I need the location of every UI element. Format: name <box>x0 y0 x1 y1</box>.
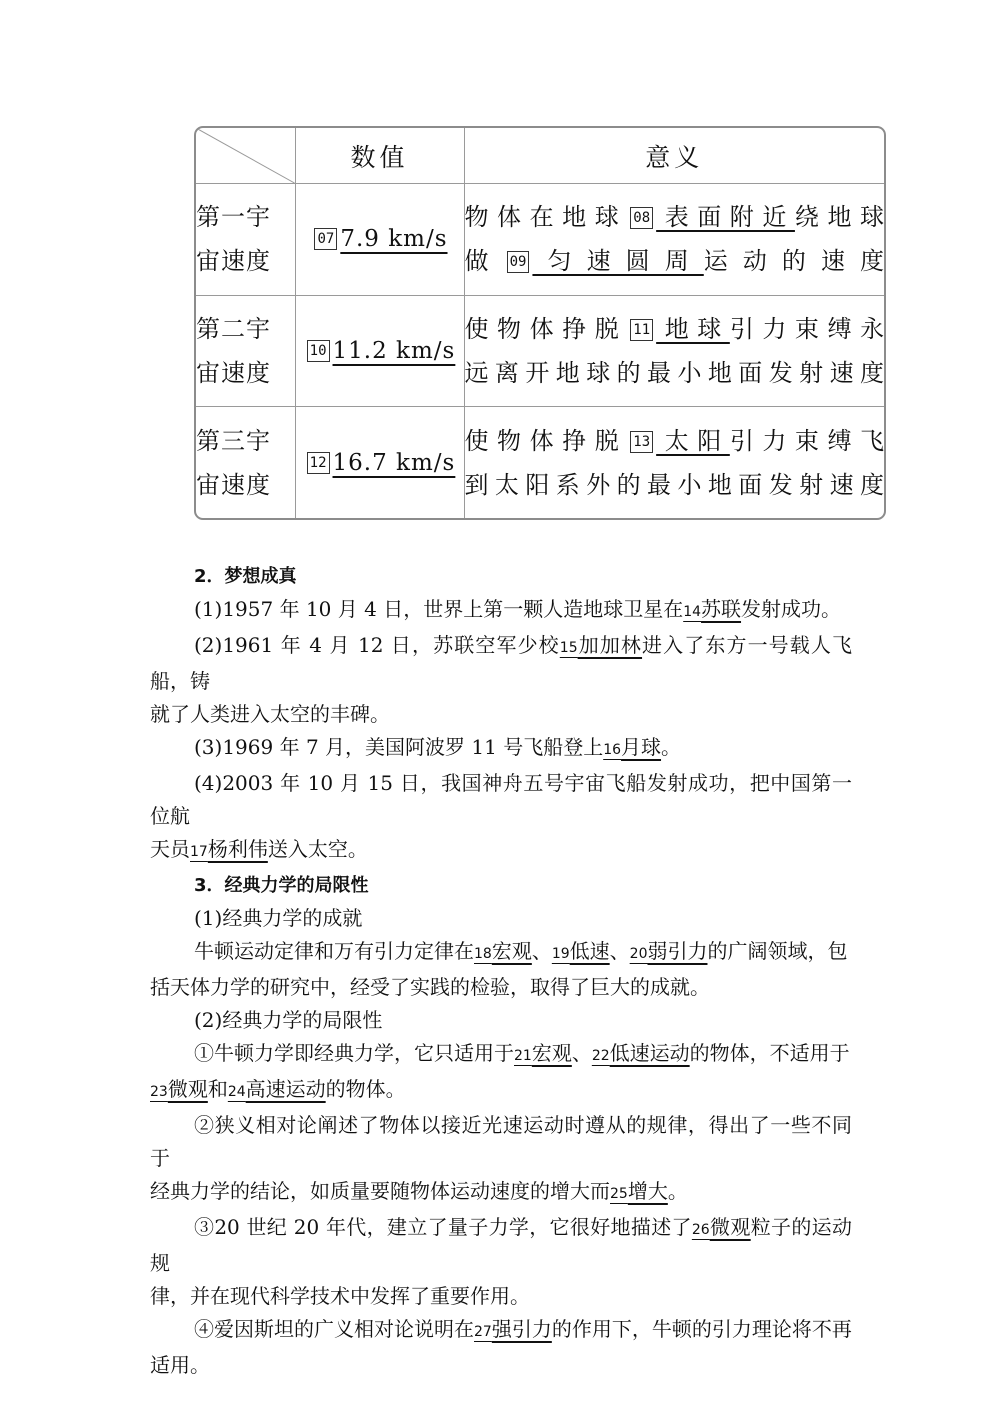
row-name-cell <box>196 295 295 407</box>
answer-text: 月球 <box>621 735 662 759</box>
answer-number: 20 <box>629 946 648 962</box>
paragraph-achievements-cont: 括天体力学的研究中，经受了实践的检验，取得了巨大的成就。 <box>150 975 710 999</box>
answer-text: 苏联 <box>701 597 742 621</box>
meaning-line1 <box>465 195 885 239</box>
answer-number: 21 <box>514 1048 532 1064</box>
answer-number: 18 <box>474 946 492 962</box>
text: 、 <box>531 939 552 963</box>
value-text: 7.9 km/s <box>340 226 448 253</box>
answer-text: 增大 <box>627 1179 668 1203</box>
row-name-line1: 第一宇 <box>196 203 271 232</box>
answer-text: 太阳 <box>656 426 730 455</box>
item-3-cont: 律，并在现代科学技术中发挥了重要作用。 <box>150 1284 530 1308</box>
value-cell <box>295 184 464 296</box>
text: 、 <box>609 939 630 963</box>
meaning-text: 引力束缚飞 <box>729 426 885 455</box>
meaning-text: 使物体挣脱 <box>464 315 628 344</box>
meaning-line2: 远离开地球的最小地面发射速度 <box>464 359 884 388</box>
answer-number: 23 <box>150 1084 168 1100</box>
answer-text: 表面附近 <box>656 203 795 232</box>
paragraph-achievements <box>150 935 852 971</box>
diagonal-line <box>196 128 295 183</box>
section-title-dream: 2．梦想成真 <box>194 566 297 587</box>
item-2-cont <box>150 1175 852 1211</box>
meaning-line2: 到太阳系外的最小地面发射速度 <box>464 470 884 499</box>
meaning-line2 <box>465 239 885 283</box>
text: ④爱因斯坦的广义相对论说明在 <box>194 1317 474 1341</box>
text: (2)1961 年 4 月 12 日，苏联空军少校 <box>194 633 560 657</box>
value-cell <box>295 295 464 407</box>
section-title-classical: 3．经典力学的局限性 <box>194 875 369 896</box>
text: 的广阔领域，包 <box>707 939 848 963</box>
text: 、 <box>571 1041 592 1065</box>
answer-text: 杨利伟 <box>207 837 268 861</box>
paragraph-dream-3 <box>150 731 852 767</box>
text: 。 <box>661 735 682 759</box>
row-name-line2: 宙速度 <box>196 470 271 499</box>
answer-number-box: 09 <box>507 251 530 273</box>
table-header-row <box>196 128 884 184</box>
answer-text: 匀速圆周 <box>532 247 704 276</box>
answer-number: 27 <box>474 1324 492 1340</box>
meaning-cell <box>464 184 884 296</box>
answer-number-box: 11 <box>630 319 653 341</box>
table-row <box>196 407 884 518</box>
header-value: 数值 <box>295 128 464 184</box>
item-3 <box>150 1211 852 1280</box>
header-meaning: 意义 <box>464 128 884 184</box>
item-1 <box>150 1037 852 1073</box>
meaning-text: 绕地球 <box>794 203 885 232</box>
answer-text: 低速运动 <box>609 1041 690 1065</box>
answer-number-box: 12 <box>307 452 330 474</box>
answer-number-box: 07 <box>314 228 337 250</box>
value-cell <box>295 407 464 518</box>
text: 的物体，不适用于 <box>689 1041 850 1065</box>
answer-text: 微观 <box>167 1077 208 1101</box>
answer-number: 24 <box>227 1084 246 1100</box>
answer-number-box: 10 <box>307 340 330 362</box>
value-text: 16.7 km/s <box>332 449 456 476</box>
text: ③20 世纪 20 年代，建立了量子力学，它很好地描述了 <box>194 1215 692 1239</box>
diagonal-header-cell <box>196 128 295 184</box>
answer-value <box>304 338 456 364</box>
meaning-text: 做 <box>464 247 504 276</box>
value-text: 11.2 km/s <box>332 338 456 365</box>
meaning-text: 引力束缚永 <box>729 315 885 344</box>
answer-text: 微观 <box>709 1215 751 1239</box>
answer-number-box: 13 <box>630 431 653 453</box>
subheading-limitations: (2)经典力学的局限性 <box>194 1008 383 1032</box>
item-1-cont <box>150 1073 852 1109</box>
row-name-cell <box>196 407 295 518</box>
meaning-text: 使物体挣脱 <box>464 426 628 455</box>
text: 和 <box>207 1077 228 1101</box>
answer-text: 弱引力 <box>647 939 708 963</box>
answer-text: 宏观 <box>531 1041 572 1065</box>
answer-text: 加加林 <box>577 633 643 657</box>
body-text <box>150 560 852 1382</box>
answer-text: 地球 <box>656 315 730 344</box>
answer-number: 15 <box>559 640 578 656</box>
item-4-cont: 适用。 <box>150 1353 210 1377</box>
text: 牛顿运动定律和万有引力定律在 <box>194 939 474 963</box>
answer-value <box>304 450 456 476</box>
text: (1)1957 年 10 月 4 日，世界上第一颗人造地球卫星在 <box>194 597 684 621</box>
row-name-line1: 第三宇 <box>196 426 271 455</box>
answer-number: 14 <box>683 604 702 620</box>
text: 。 <box>667 1179 688 1203</box>
row-name-line2: 宙速度 <box>196 359 271 388</box>
meaning-cell <box>464 295 884 407</box>
text: 天员 <box>150 837 190 861</box>
text: 粒子的运动规 <box>150 1215 853 1275</box>
answer-number: 16 <box>603 742 622 758</box>
row-name-cell <box>196 184 295 296</box>
text: ①牛顿力学即经典力学，它只适用于 <box>194 1041 514 1065</box>
answer-text: 高速运动 <box>245 1077 326 1101</box>
item-4 <box>150 1313 852 1349</box>
row-name-line1: 第二宇 <box>196 315 271 344</box>
answer-number: 26 <box>691 1222 710 1238</box>
answer-text: 宏观 <box>491 939 532 963</box>
paragraph-dream-2 <box>150 629 852 698</box>
meaning-text: 运动的速度 <box>703 247 885 276</box>
text: 进入了东方一号载人飞船，铸 <box>150 633 853 693</box>
row-name-line2: 宙速度 <box>196 247 271 276</box>
meaning-cell <box>464 407 884 518</box>
meaning-line1 <box>465 419 885 463</box>
paragraph-dream-1 <box>150 593 852 629</box>
answer-number: 22 <box>591 1048 610 1064</box>
text: 的作用下，牛顿的引力理论将不再 <box>551 1317 852 1341</box>
table-row <box>196 295 884 407</box>
text: 经典力学的结论，如质量要随物体运动速度的增大而 <box>150 1179 610 1203</box>
velocity-table <box>196 128 884 518</box>
paragraph-dream-4-cont <box>150 833 852 869</box>
meaning-text: 物体在地球 <box>464 203 628 232</box>
answer-text: 强引力 <box>491 1317 552 1341</box>
answer-number: 17 <box>190 844 208 860</box>
paragraph-dream-2-cont: 就了人类进入太空的丰碑。 <box>150 702 390 726</box>
subheading-achievements: (1)经典力学的成就 <box>194 906 363 930</box>
meaning-line1 <box>465 307 885 351</box>
text: (3)1969 年 7 月，美国阿波罗 11 号飞船登上 <box>194 735 604 759</box>
answer-number: 19 <box>551 946 570 962</box>
paragraph-dream-4: (4)2003 年 10 月 15 日，我国神舟五号宇宙飞船发射成功，把中国第一位航 <box>150 771 852 828</box>
answer-text: 低速 <box>569 939 610 963</box>
cosmic-velocity-table <box>194 126 886 520</box>
text: 送入太空。 <box>267 837 368 861</box>
item-2: ②狭义相对论阐述了物体以接近光速运动时遵从的规律，得出了一些不同于 <box>150 1113 852 1170</box>
answer-number-box: 08 <box>630 207 653 229</box>
text: 的物体。 <box>325 1077 406 1101</box>
answer-value <box>311 226 447 252</box>
text: 发射成功。 <box>741 597 842 621</box>
table-row <box>196 184 884 296</box>
answer-number: 25 <box>610 1186 628 1202</box>
